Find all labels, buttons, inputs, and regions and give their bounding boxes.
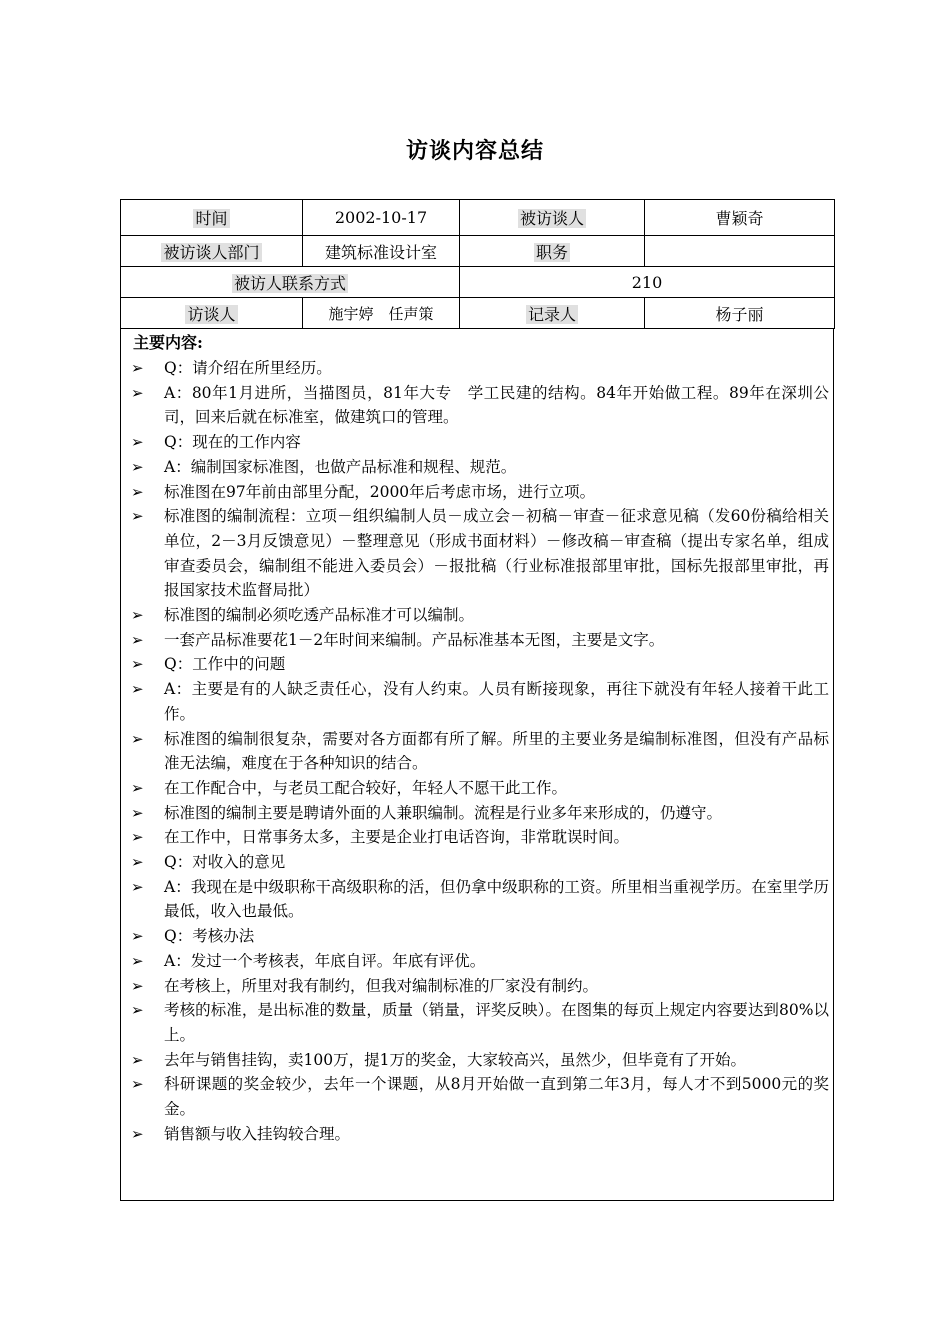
list-item [129, 949, 829, 974]
content-list [129, 356, 829, 1147]
list-item-text: Q：现在的工作内容 [164, 433, 301, 452]
info-row-dept [121, 236, 835, 267]
interviewee-value: 曹颖奇 [645, 200, 835, 236]
list-item [129, 652, 829, 677]
list-item [129, 1122, 829, 1147]
info-row-contact [121, 267, 835, 298]
time-value: 2002-10-17 [303, 200, 460, 236]
list-item [129, 628, 829, 653]
list-item-text: A：80年1月进所，当描图员，81年大专 学工民建的结构。84年开始做工程。89年在深圳公司，回来后就在标准室，做建筑口的管理。 [164, 383, 829, 427]
arrow-bullet-icon: ➢ [131, 433, 144, 452]
list-item-text: 科研课题的奖金较少，去年一个课题，从8月开始做一直到第二年3月，每人才不到5000元的奖金。 [164, 1075, 829, 1119]
position-value [645, 236, 835, 267]
list-item [129, 998, 829, 1047]
time-label: 时间 [195, 209, 228, 228]
arrow-bullet-icon: ➢ [131, 803, 144, 822]
dept-label: 被访谈人部门 [163, 242, 260, 262]
list-item-text: 标准图的编制主要是聘请外面的人兼职编制。流程是行业多年来形成的，仍遵守。 [164, 803, 723, 822]
list-item-text: A：编制国家标准图，也做产品标准和规程、规范。 [164, 457, 517, 476]
list-item-text: 标准图的编制很复杂，需要对各方面都有所了解。所里的主要业务是编制标准图，但没有产品标准无法编，难度在于各种知识的结合。 [164, 729, 829, 773]
list-item-text: A：我现在是中级职称干高级职称的活，但仍拿中级职称的工资。所里相当重视学历。在室里学历最低，收入也最低。 [164, 877, 829, 921]
info-row-time [121, 200, 835, 236]
contact-value: 210 [460, 267, 835, 298]
arrow-bullet-icon: ➢ [131, 1124, 144, 1143]
arrow-bullet-icon: ➢ [131, 1050, 144, 1069]
list-item [129, 801, 829, 826]
list-item [129, 974, 829, 999]
list-item-text: 在工作配合中，与老员工配合较好，年轻人不愿干此工作。 [164, 778, 568, 797]
list-item [129, 727, 829, 776]
list-item-text: 标准图的编制必须吃透产品标准才可以编制。 [164, 606, 475, 625]
list-item [129, 875, 829, 924]
arrow-bullet-icon: ➢ [131, 877, 144, 896]
info-row-interviewer [121, 298, 835, 329]
arrow-bullet-icon: ➢ [131, 729, 144, 748]
list-item-text: 考核的标准，是出标准的数量，质量（销量，评奖反映）。在图集的每页上规定内容要达到80%以上。 [164, 1001, 829, 1044]
list-item [129, 850, 829, 875]
list-item-text: Q：工作中的问题 [164, 655, 286, 674]
arrow-bullet-icon: ➢ [131, 927, 144, 946]
list-item-text: Q：考核办法 [164, 927, 255, 946]
list-item [129, 1072, 829, 1121]
list-item-text: 一套产品标准要花1－2年时间来编制。产品标准基本无图，主要是文字。 [164, 630, 665, 649]
recorder-label: 记录人 [527, 304, 576, 324]
list-item-text: Q：请介绍在所里经历。 [164, 359, 332, 377]
arrow-bullet-icon: ➢ [131, 1001, 144, 1020]
arrow-bullet-icon: ➢ [131, 853, 144, 872]
list-item-text: A：发过一个考核表，年底自评。年底有评优。 [164, 951, 486, 970]
list-item [129, 825, 829, 850]
list-item [129, 924, 829, 949]
list-item-text: Q：对收入的意见 [164, 853, 286, 872]
interviewer-value: 施宇婷 任声策 [303, 298, 460, 329]
interviewer-label: 访谈人 [187, 304, 236, 324]
arrow-bullet-icon: ➢ [131, 951, 144, 970]
list-item-text: 去年与销售挂钩，卖100万，提1万的奖金，大家较高兴，虽然少，但毕竟有了开始。 [164, 1050, 746, 1069]
arrow-bullet-icon: ➢ [131, 680, 144, 699]
arrow-bullet-icon: ➢ [131, 606, 144, 625]
interviewee-label: 被访谈人 [519, 209, 584, 228]
arrow-bullet-icon: ➢ [131, 828, 144, 847]
info-table [120, 199, 835, 329]
list-item [129, 504, 829, 603]
arrow-bullet-icon: ➢ [131, 1075, 144, 1094]
recorder-value: 杨子丽 [645, 298, 835, 329]
list-item [129, 1048, 829, 1073]
contact-label: 被访人联系方式 [233, 273, 346, 293]
list-item-text: 销售额与收入挂钩较合理。 [164, 1124, 351, 1143]
list-item [129, 776, 829, 801]
list-item [129, 430, 829, 455]
list-item-text: 在工作中，日常事务太多，主要是企业打电话咨询，非常耽误时间。 [164, 828, 630, 847]
list-item-text: 在考核上，所里对我有制约，但我对编制标准的厂家没有制约。 [164, 976, 599, 995]
list-item-text: 标准图的编制流程：立项－组织编制人员－成立会－初稿－审查－征求意见稿（发60份稿给相关单位，2－3月反馈意见）－整理意见（形成书面材料）－修改稿－审查稿（提出专家名单，组成审查委员会，编制组不能进入委员会）－报批稿（行业标准报部里审批，国标先报部里审批，再报国家技术监督局批） [164, 507, 829, 600]
arrow-bullet-icon: ➢ [131, 630, 144, 649]
list-item [129, 381, 829, 430]
list-item [129, 356, 829, 381]
arrow-bullet-icon: ➢ [131, 383, 144, 402]
dept-value: 建筑标准设计室 [303, 236, 460, 267]
arrow-bullet-icon: ➢ [131, 359, 144, 377]
list-item [129, 455, 829, 480]
arrow-bullet-icon: ➢ [131, 976, 144, 995]
arrow-bullet-icon: ➢ [131, 507, 144, 526]
main-content-box [120, 328, 834, 1201]
content-heading: 主要内容: [133, 333, 203, 352]
list-item [129, 603, 829, 628]
list-item-text: 标准图在97年前由部里分配，2000年后考虑市场，进行立项。 [164, 482, 596, 501]
list-item [129, 480, 829, 505]
list-item [129, 677, 829, 726]
page-title: 访谈内容总结 [405, 139, 544, 164]
arrow-bullet-icon: ➢ [131, 778, 144, 797]
arrow-bullet-icon: ➢ [131, 482, 144, 501]
arrow-bullet-icon: ➢ [131, 655, 144, 674]
list-item-text: A：主要是有的人缺乏责任心，没有人约束。人员有断接现象，再往下就没有年轻人接着干此工作。 [164, 680, 829, 723]
arrow-bullet-icon: ➢ [131, 457, 144, 476]
position-label: 职务 [535, 242, 568, 262]
